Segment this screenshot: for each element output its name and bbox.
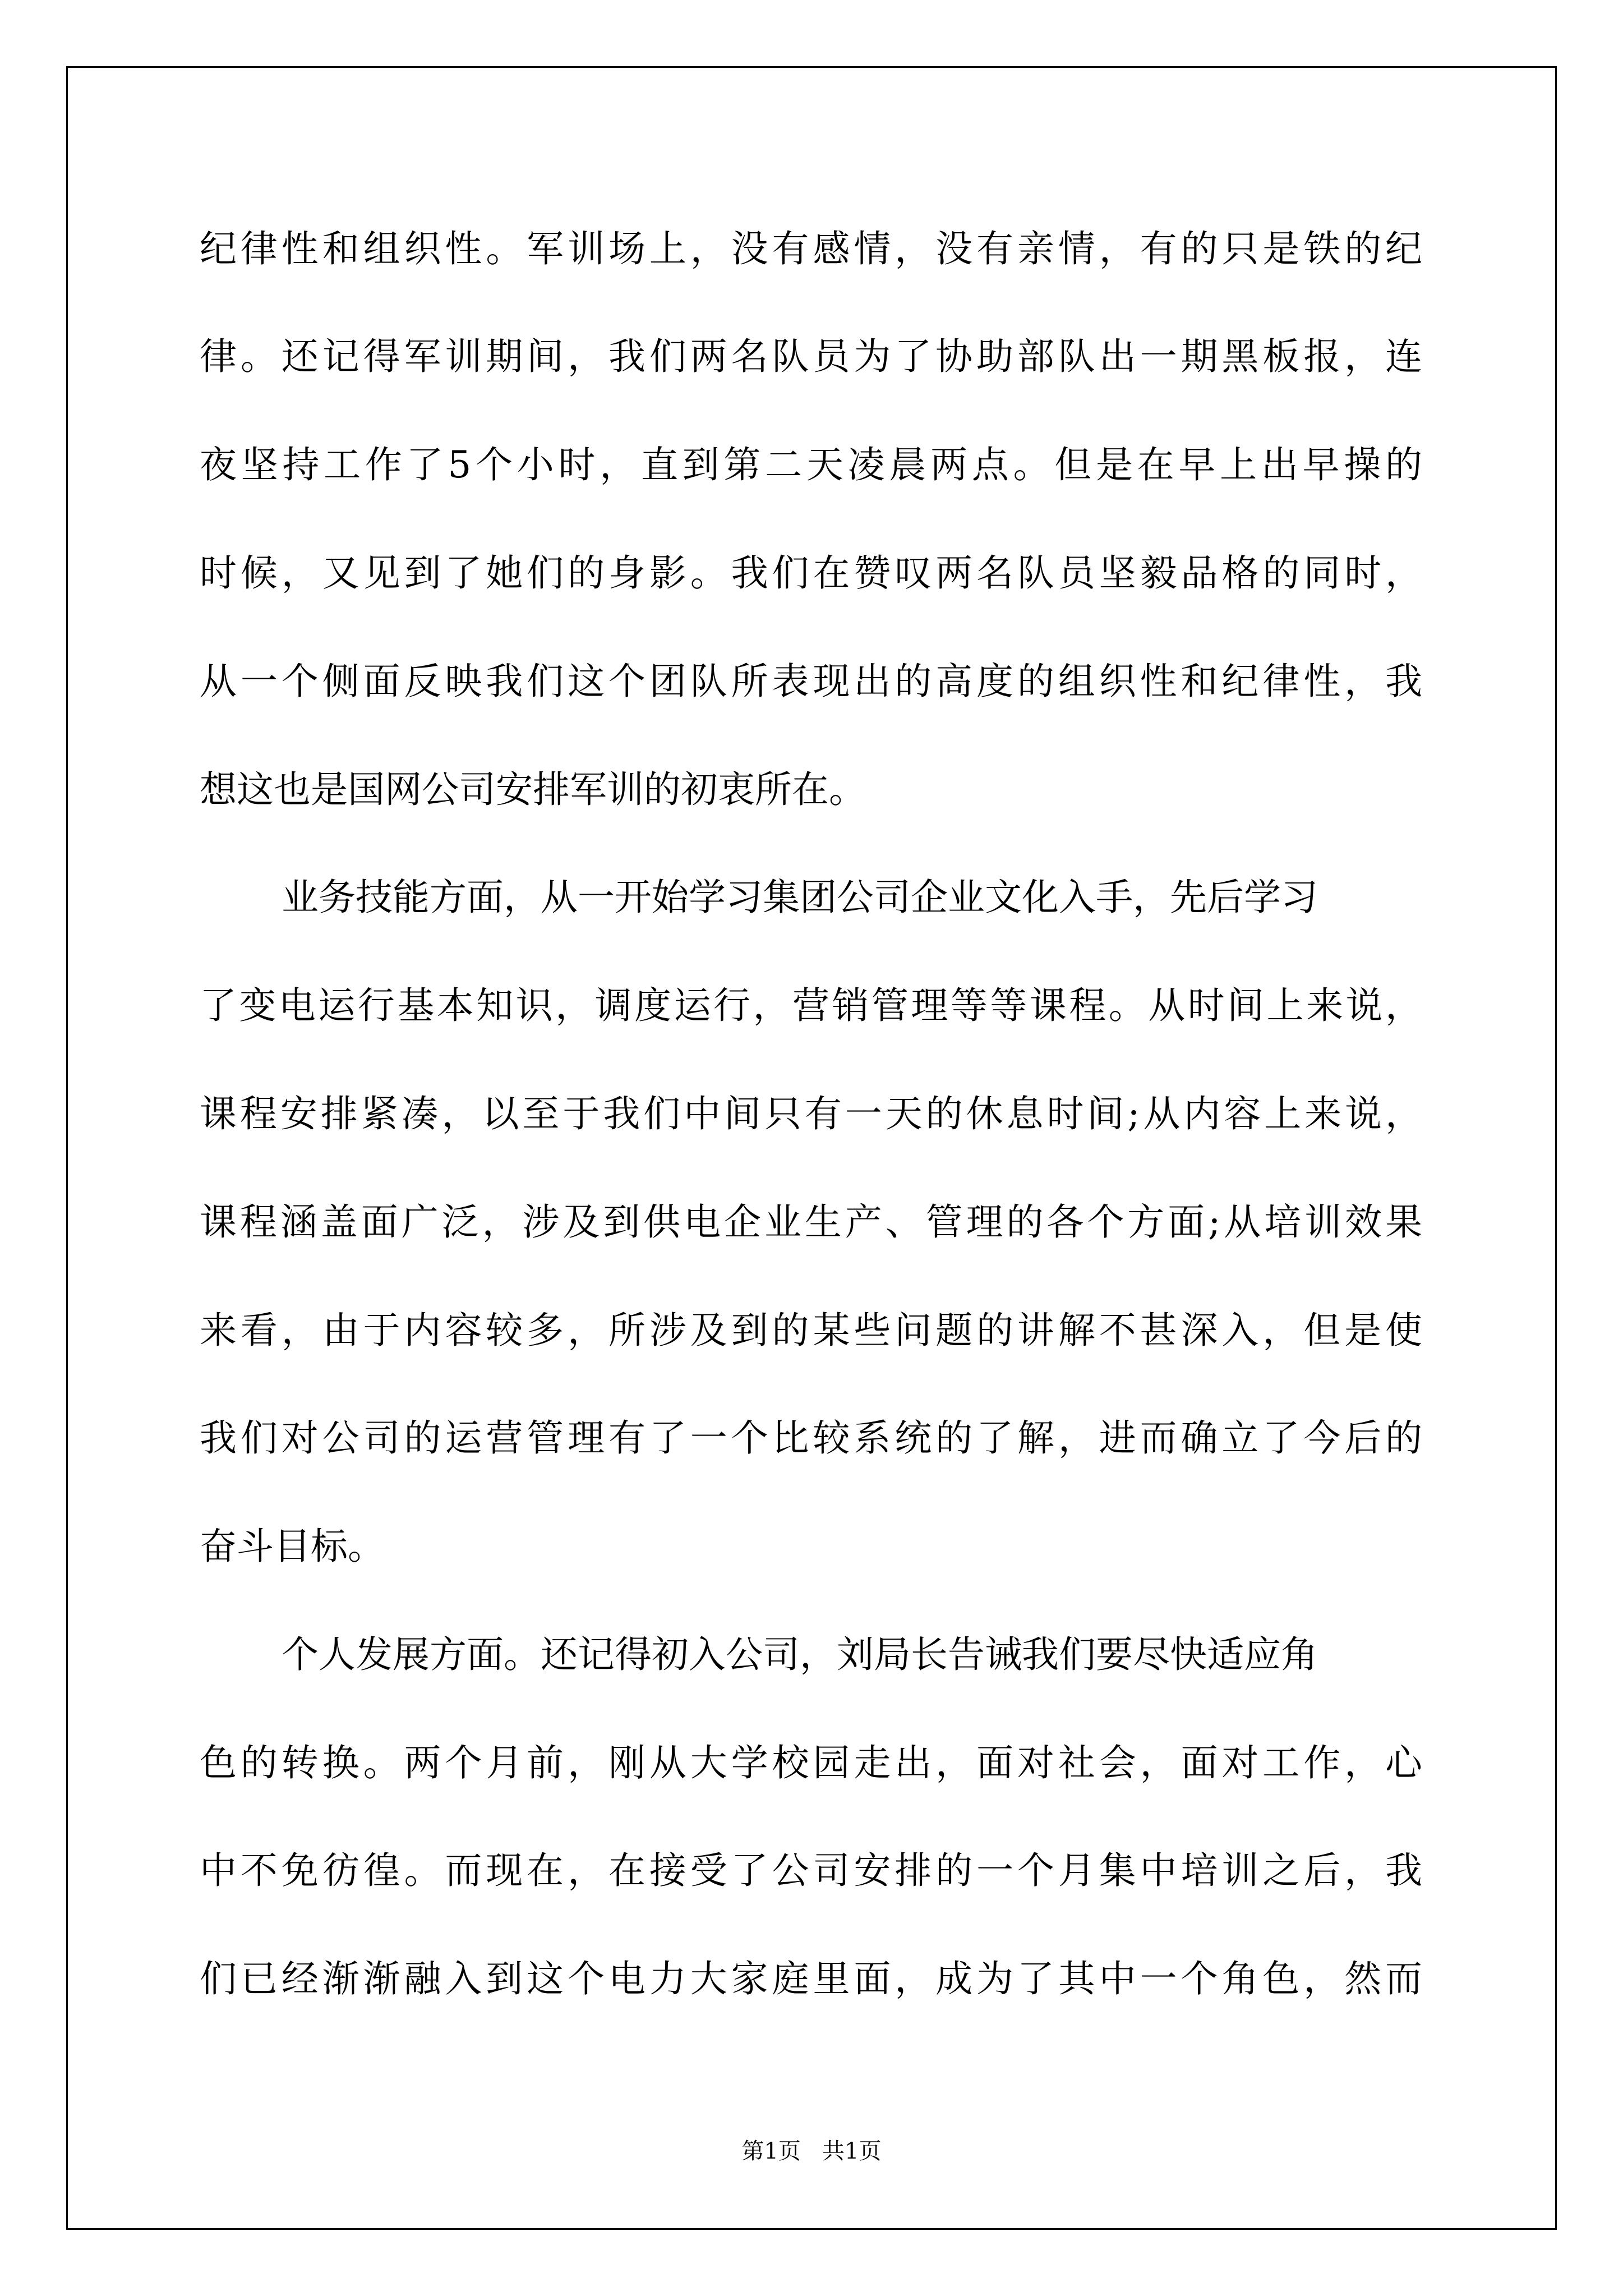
page-number-footer: 第1页 共1页 — [741, 2138, 882, 2164]
paragraph-2-line-6: 我们对公司的运营管理有了一个比较系统的了解，进而确立了今后的 — [200, 1416, 1422, 1460]
page-border — [66, 66, 1557, 2230]
paragraph-2-line-2: 了变电运行基本知识，调度运行，营销管理等等课程。从时间上来说， — [200, 984, 1422, 1027]
paragraph-2-line-1: 业务技能方面，从一开始学习集团公司企业文化入手，先后学习 — [282, 876, 1318, 919]
paragraph-2-line-5: 来看，由于内容较多，所涉及到的某些问题的讲解不甚深入，但是使 — [200, 1309, 1422, 1352]
paragraph-1-line-2: 律。还记得军训期间，我们两名队员为了协助部队出一期黑板报，连 — [200, 335, 1422, 378]
paragraph-2-line-3: 课程安排紧凑，以至于我们中间只有一天的休息时间;从内容上来说， — [200, 1092, 1422, 1135]
paragraph-3-line-4: 们已经渐渐融入到这个电力大家庭里面，成为了其中一个角色，然而 — [200, 1957, 1422, 2000]
paragraph-1-line-4: 时候，又见到了她们的身影。我们在赞叹两名队员坚毅品格的同时， — [200, 551, 1422, 595]
paragraph-3-line-2: 色的转换。两个月前，刚从大学校园走出，面对社会，面对工作，心 — [200, 1741, 1422, 1784]
paragraph-2-line-7: 奋斗目标。 — [200, 1525, 385, 1568]
paragraph-1-line-1: 纪律性和组织性。军训场上，没有感情，没有亲情，有的只是铁的纪 — [200, 227, 1422, 270]
paragraph-1-line-3: 夜坚持工作了5个小时，直到第二天凌晨两点。但是在早上出早操的 — [200, 443, 1422, 486]
paragraph-1-line-5: 从一个侧面反映我们这个团队所表现出的高度的组织性和纪律性，我 — [200, 660, 1422, 703]
paragraph-1-line-6: 想这也是国网公司安排军训的初衷所在。 — [200, 768, 866, 811]
paragraph-2-line-4: 课程涵盖面广泛，涉及到供电企业生产、管理的各个方面;从培训效果 — [200, 1200, 1422, 1244]
paragraph-3-line-3: 中不免彷徨。而现在，在接受了公司安排的一个月集中培训之后，我 — [200, 1849, 1422, 1892]
paragraph-3-line-1: 个人发展方面。还记得初入公司，刘局长告诫我们要尽快适应角 — [282, 1633, 1318, 1676]
